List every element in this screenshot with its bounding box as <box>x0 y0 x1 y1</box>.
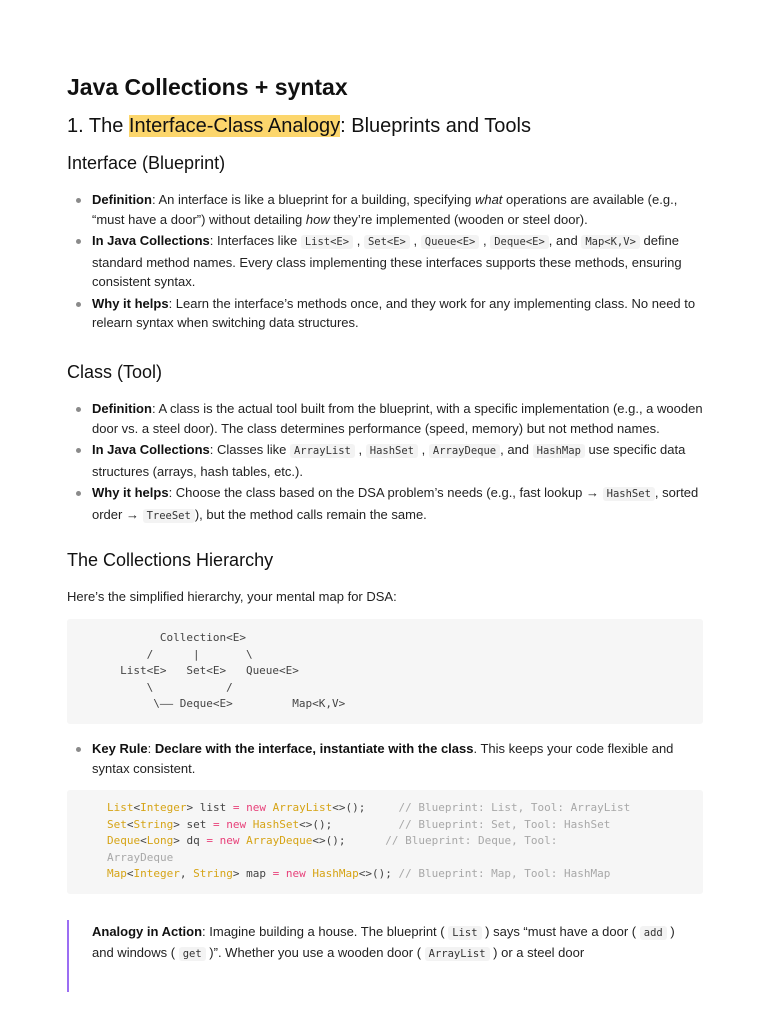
page-title: Java Collections + syntax <box>67 74 348 100</box>
inline-code: Map<K,V> <box>581 235 640 249</box>
code-example-block <box>67 790 703 894</box>
code-line: List<Integer> list = new ArrayList<>(); // Blueprint: List, Tool: ArrayList <box>107 801 631 814</box>
hierarchy-tree: Collection<E> / | \ List<E> Set<E> Queue<E> \ / \—— Deque<E> Map<K,V> <box>120 631 346 710</box>
inline-code: ArrayList <box>425 947 490 961</box>
class-heading: Class (Tool) <box>67 362 163 382</box>
list-item: Why it helps: Choose the class based on the DSA problem’s needs (e.g., fast lookup → HashSet , sorted order → TreeSet ), but the method calls remain the same. <box>67 483 703 526</box>
list-item: In Java Collections: Interfaces like List<E> , Set<E> , Queue<E> , Deque<E> , and Map<K,V> define standard method names. Every class implementing these interfaces supports these methods, ensuring consistent syntax. <box>67 231 703 292</box>
inline-code: add <box>640 926 667 940</box>
highlighted-text: Interface-Class Analogy <box>128 115 341 137</box>
inline-code: List <box>448 926 481 940</box>
analogy-text: Analogy in Action: Imagine building a house. The blueprint ( List ) says “must have a door ( add ) and windows ( get )”. Whether you use a wooden door ( ArrayList ) or a steel door <box>92 924 675 960</box>
inline-code: ArrayDeque <box>429 444 500 458</box>
inline-code: Deque<E> <box>490 235 549 249</box>
code-line: ArrayDeque <box>107 850 174 864</box>
code-line: Map<Integer, String> map = new HashMap<>(); // Blueprint: Map, Tool: HashMap <box>107 867 611 880</box>
inline-code: HashSet <box>603 487 655 501</box>
inline-code: HashSet <box>366 444 418 458</box>
code-line: Deque<Long> dq = new ArrayDeque<>(); // Blueprint: Deque, Tool: <box>107 834 558 847</box>
list-item: Key Rule: Declare with the interface, instantiate with the class. This keeps your code flexible and syntax consistent. <box>67 739 703 778</box>
interface-list <box>67 190 703 333</box>
class-list <box>67 399 703 526</box>
inline-code: Set<E> <box>364 235 410 249</box>
inline-code: ArrayList <box>290 444 355 458</box>
hierarchy-heading: The Collections Hierarchy <box>67 550 274 570</box>
code-example <box>107 800 630 883</box>
hierarchy-code-block <box>67 619 703 724</box>
inline-code: Queue<E> <box>421 235 480 249</box>
code-line: Set<String> set = new HashSet<>(); // Blueprint: Set, Tool: HashSet <box>107 817 611 831</box>
inline-code: TreeSet <box>143 509 195 523</box>
key-rule-list <box>67 739 703 778</box>
callout-bar <box>67 920 69 992</box>
inline-code: HashMap <box>533 444 585 458</box>
section-heading: 1. The Interface-Class Analogy: Blueprints and Tools <box>67 115 531 137</box>
inline-code: get <box>179 947 206 961</box>
list-item: In Java Collections: Classes like ArrayList , HashSet , ArrayDeque , and HashMap use specific data structures (arrays, hash tables, etc.). <box>67 440 703 481</box>
analogy-callout <box>67 920 703 992</box>
list-item: Definition: A class is the actual tool built from the blueprint, with a specific implementation (e.g., a wooden door vs. a steel door). The class determines performance (speed, memory) but not method names. <box>67 399 703 438</box>
list-item: Definition: An interface is like a blueprint for a building, specifying what operations are available (e.g., “must have a door”) without detailing how they’re implemented (wooden or steel door). <box>67 190 703 229</box>
list-item: Why it helps: Learn the interface’s methods once, and they work for any implementing class. No need to relearn syntax when switching data structures. <box>67 294 703 333</box>
hierarchy-intro: Here’s the simplified hierarchy, your mental map for DSA: <box>67 589 397 604</box>
inline-code: List<E> <box>301 235 353 249</box>
interface-heading: Interface (Blueprint) <box>67 153 226 173</box>
